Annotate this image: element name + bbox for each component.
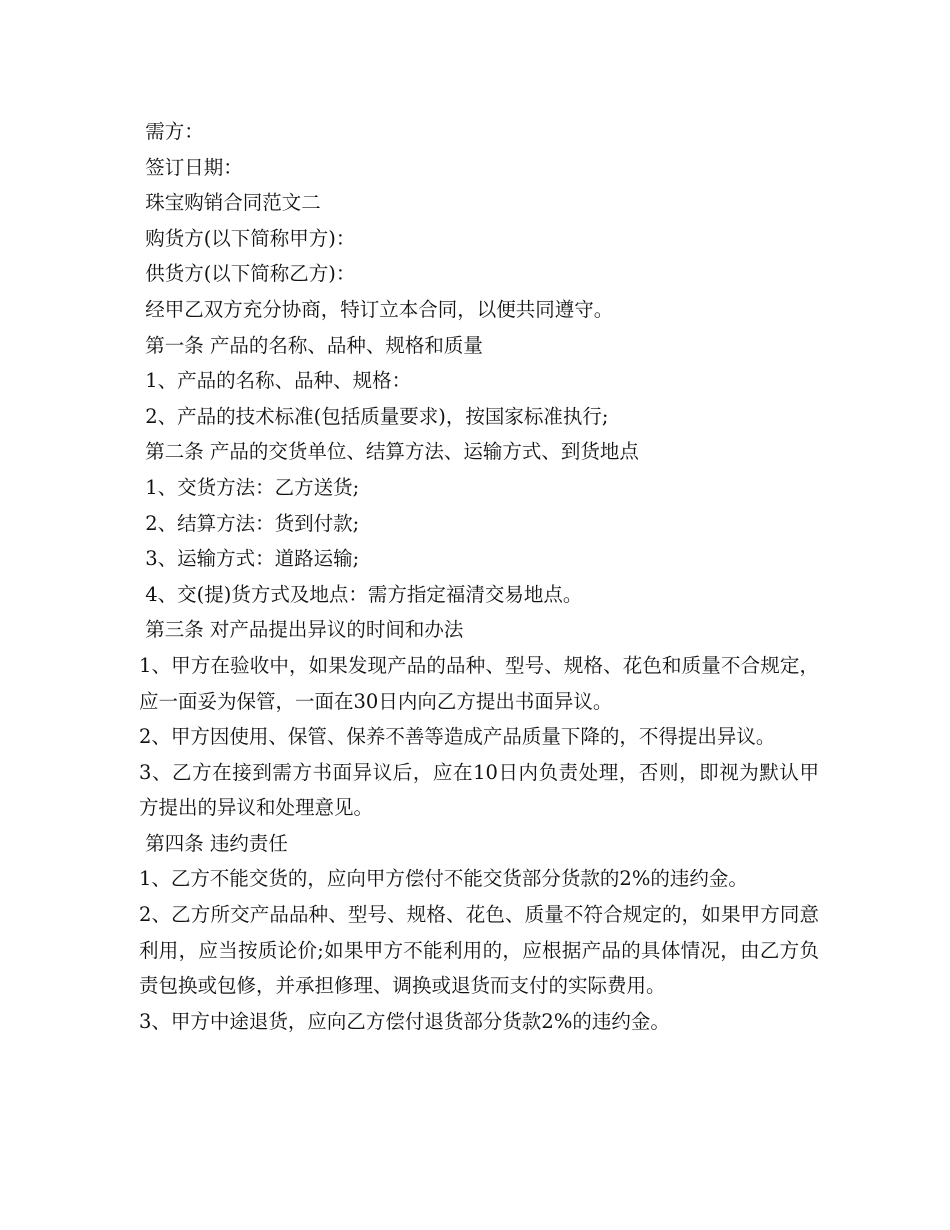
- buyer-label: 需方：: [139, 120, 204, 143]
- article-3-heading: 第三条 对产品提出异议的时间和办法: [139, 618, 464, 642]
- article-2-item-4: 4、交(提)货方式及地点：需方指定福清交易地点。: [139, 582, 583, 606]
- article-2-heading: 第二条 产品的交货单位、结算方法、运输方式、到货地点: [139, 440, 639, 464]
- article-1-item-1: 1、产品的名称、品种、规格：: [139, 369, 412, 393]
- article-3-item-3: 3、乙方在接到需方书面异议后，应在10日内负责处理，否则，即视为默认甲方提出的异议和处理意见。: [139, 760, 819, 820]
- document-title: 珠宝购销合同范文二: [139, 191, 321, 215]
- article-4-item-3: 3、甲方中途退货，应向乙方偿付退货部分货款2%的违约金。: [139, 1009, 670, 1033]
- article-3-item-1: 1、甲方在验收中，如果发现产品的品种、型号、规格、花色和质量不合规定，应一面妥为保管，一面在30日内向乙方提出书面异议。: [139, 653, 819, 713]
- contract-body: [139, 114, 819, 1039]
- article-1-item-2: 2、产品的技术标准(包括质量要求)，按国家标准执行;: [139, 404, 609, 428]
- article-4-item-2: 2、乙方所交产品品种、型号、规格、花色、质量不符合规定的，如果甲方同意利用，应当按质论价;如果甲方不能利用的，应根据产品的具体情况，由乙方负责包换或包修，并承担修理、调换或退货而支付的实际费用。: [139, 903, 819, 998]
- article-2-item-1: 1、交货方法：乙方送货;: [139, 475, 360, 499]
- article-4-heading: 第四条 违约责任: [139, 831, 288, 855]
- article-4-item-1: 1、乙方不能交货的，应向甲方偿付不能交货部分货款的2%的违约金。: [139, 867, 748, 891]
- party-a-label: 购货方(以下简称甲方)：: [139, 226, 356, 250]
- article-3-item-2: 2、甲方因使用、保管、保养不善等造成产品质量下降的，不得提出异议。: [139, 725, 776, 749]
- article-1-heading: 第一条 产品的名称、品种、规格和质量: [139, 333, 483, 357]
- party-b-label: 供货方(以下简称乙方)：: [139, 262, 356, 286]
- signing-date-label: 签订日期：: [139, 155, 243, 179]
- article-2-item-2: 2、结算方法：货到付款;: [139, 511, 360, 535]
- preamble: 经甲乙双方充分协商，特订立本合同，以便共同遵守。: [139, 297, 614, 321]
- article-2-item-3: 3、运输方式：道路运输;: [139, 547, 360, 571]
